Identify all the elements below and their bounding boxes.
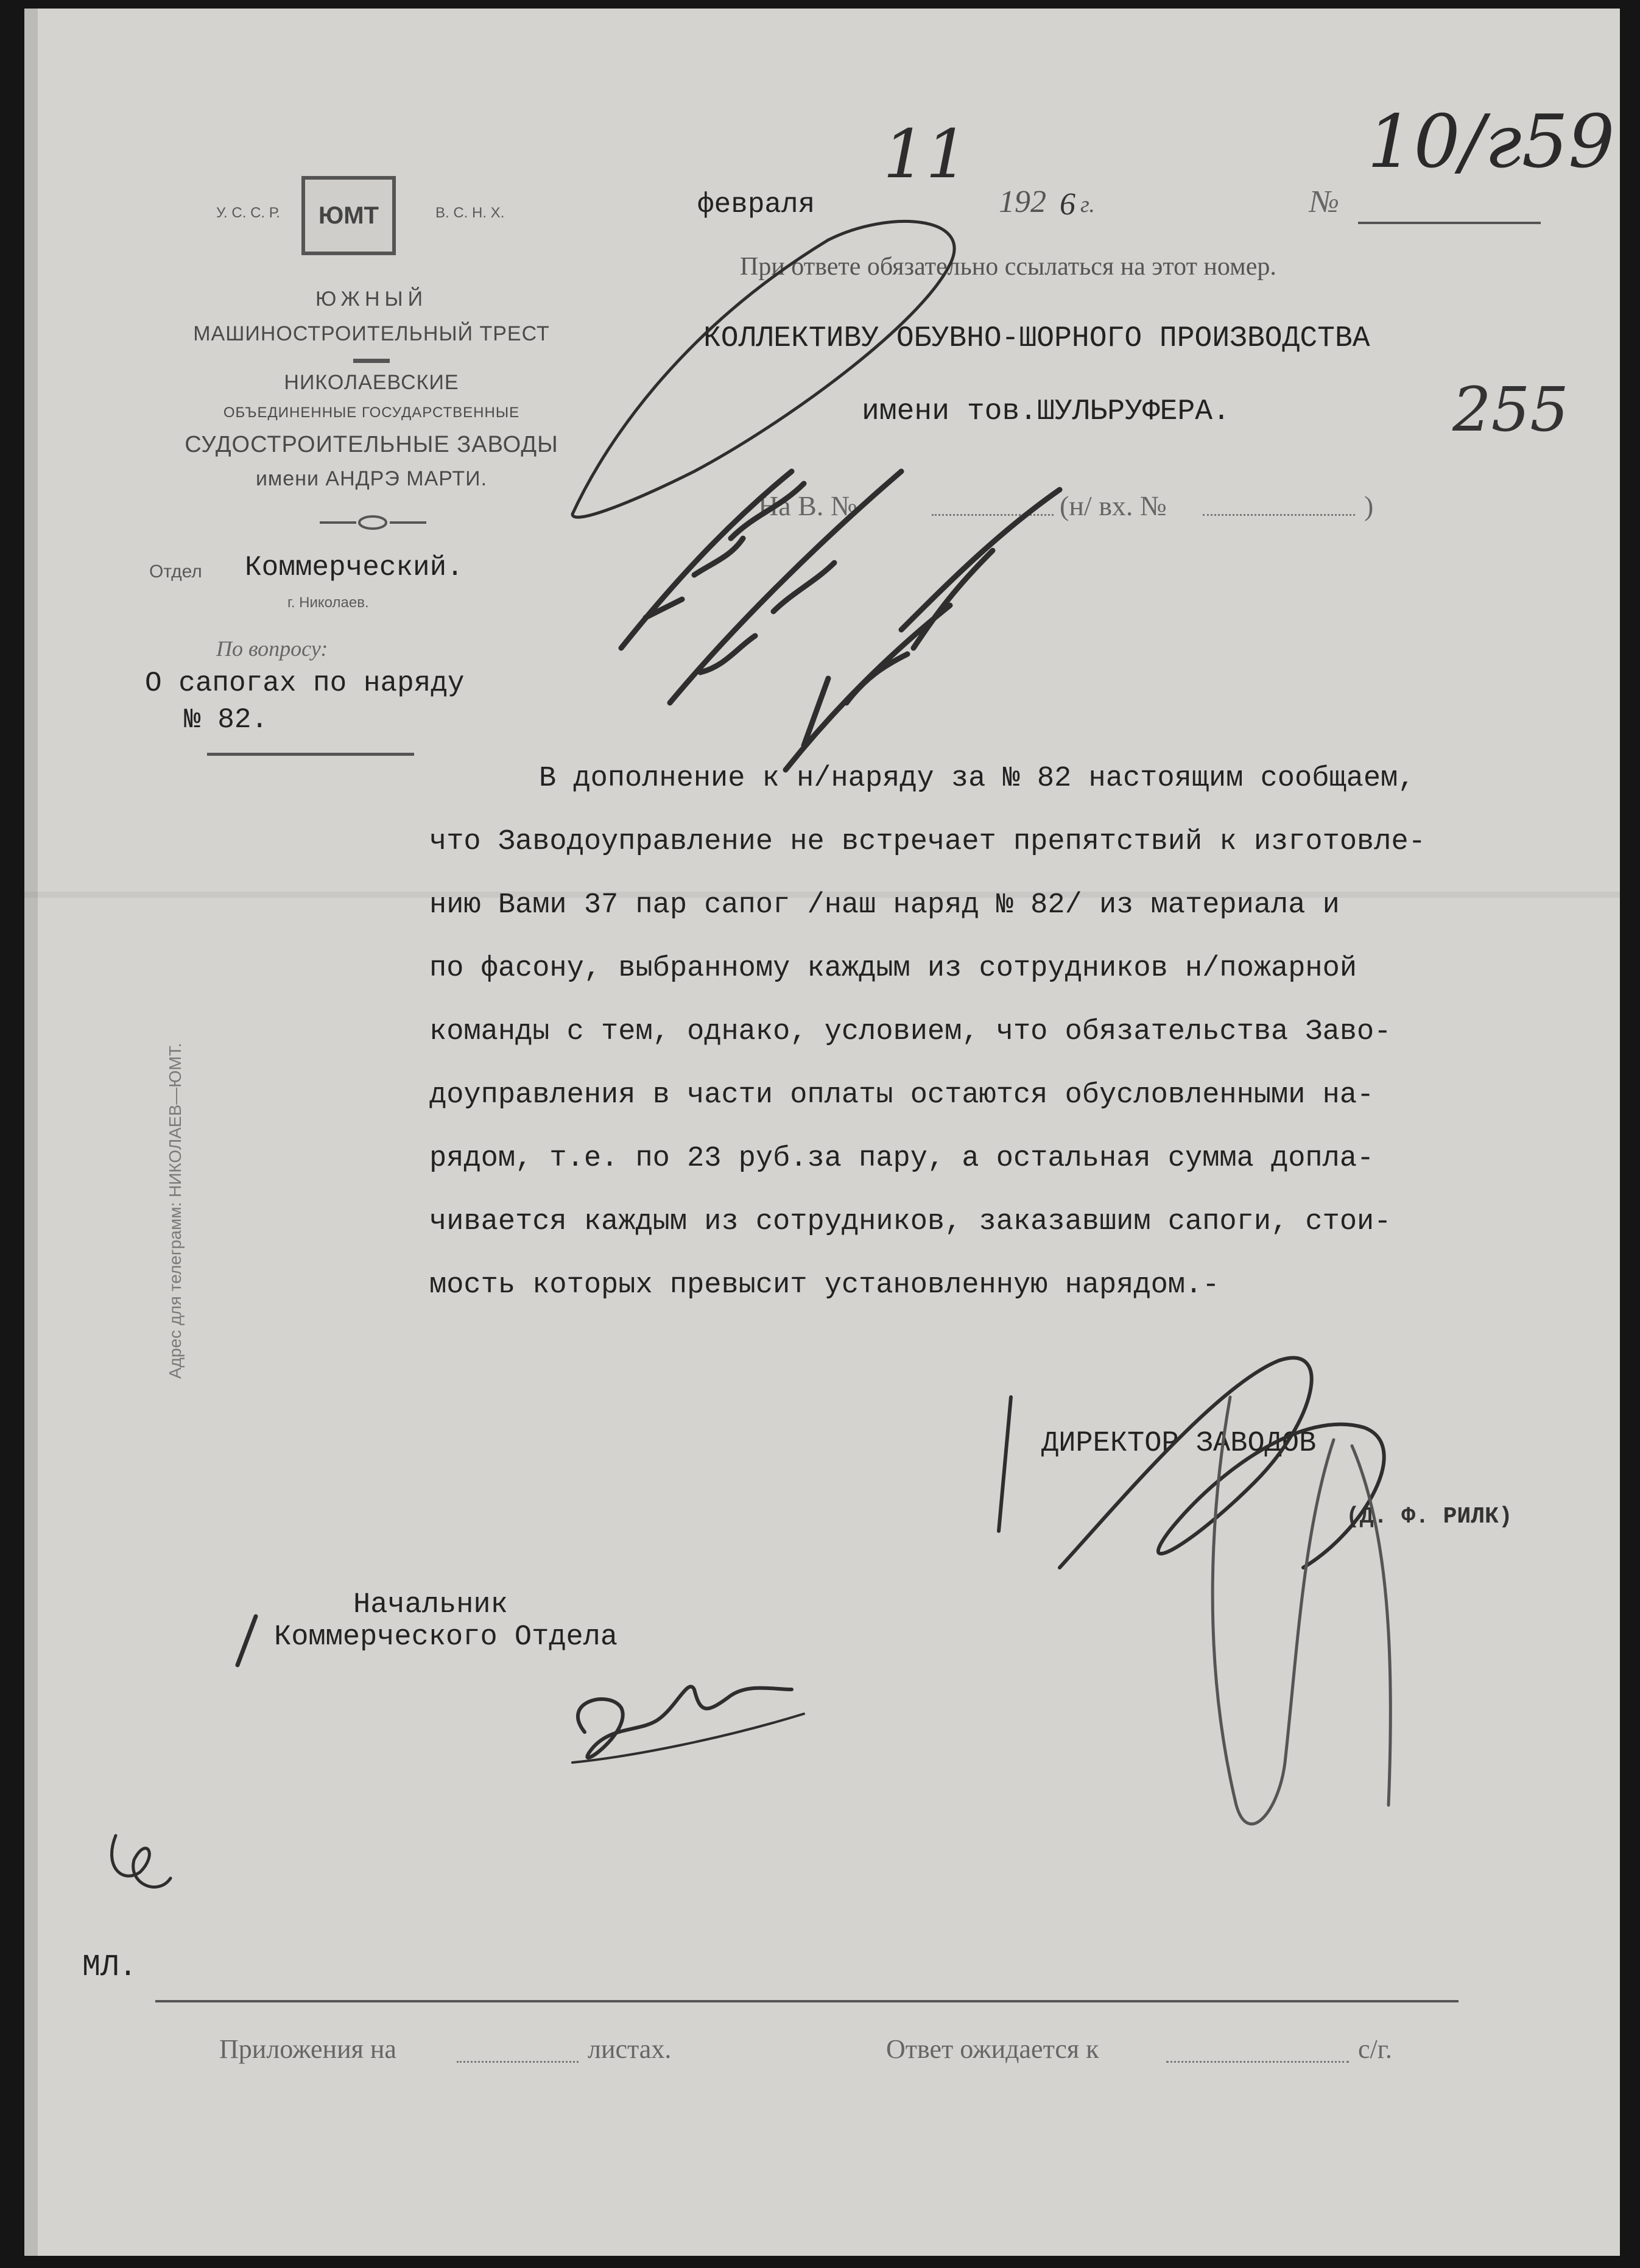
plant-line-4: имени АНДРЭ МАРТИ. [255, 467, 488, 490]
chief-title-line-2: Коммерческого Отдела [274, 1621, 618, 1653]
date-month: февраля [697, 189, 815, 220]
ref-label: На В. № [758, 490, 857, 521]
letter-page [24, 9, 1620, 2256]
reply-note: При ответе обязательно ссылаться на этот номер. [740, 253, 1276, 281]
telegram-address: Адрес для телеграмм: НИКОЛАЕВ—ЮМТ. [166, 1043, 185, 1379]
year-digit: 6 [1060, 187, 1075, 222]
number-underline [1358, 222, 1541, 224]
dept-value: Коммерческий. [245, 552, 463, 583]
incoming-close: ) [1364, 490, 1374, 521]
subject-label: По вопросу: [216, 636, 328, 661]
body-line-1: В дополнение к н/наряду за № 82 настоящим сообщаем, [539, 762, 1415, 795]
ornament-icon [320, 514, 426, 531]
body-line-2: что Заводоуправление не встречает препятствий к изготовле- [429, 826, 1426, 858]
city-label: г. Николаев. [287, 594, 369, 611]
ussr-label: У. С. С. Р. [216, 205, 280, 221]
body-line-3: нию Вами 37 пар сапог /наш наряд № 82/ из материала и [429, 889, 1340, 921]
body-line-5: команды с тем, однако, условием, что обязательства Заво- [429, 1016, 1392, 1048]
addressee-line-2: имени тов.ШУЛЬРУФЕРА. [862, 395, 1230, 428]
year-suffix: г. [1080, 192, 1095, 217]
trust-line-1: ЮЖНЫЙ [315, 287, 428, 311]
body-line-8: чивается каждым из сотрудников, заказавшим сапоги, стои- [429, 1206, 1392, 1238]
trust-line-2: МАШИНОСТРОИТЕЛЬНЫЙ ТРЕСТ [193, 322, 550, 345]
body-line-6: доуправления в части оплаты остаются обусловленными на- [429, 1079, 1374, 1111]
incoming-label: (н/ вх. № [1060, 490, 1167, 521]
reply-expected-suffix: с/г. [1358, 2034, 1392, 2064]
plant-line-2: ОБЪЕДИНЕННЫЕ ГОСУДАРСТВЕННЫЕ [223, 404, 520, 421]
vsnh-label: В. С. Н. Х. [435, 205, 505, 221]
letterhead-divider [353, 359, 390, 363]
subject-line-2: № 82. [184, 704, 269, 736]
director-name: (Д. Ф. РИЛК) [1346, 1504, 1513, 1530]
attachments-label: Приложения на [219, 2034, 396, 2064]
subject-line-1: О сапогах по наряду [145, 667, 465, 699]
footer-rule [155, 2000, 1459, 2002]
trust-logo: ЮМТ [301, 176, 396, 255]
body-line-7: рядом, т.е. по 23 руб.за пару, а остальная сумма допла- [429, 1143, 1374, 1175]
attachments-suffix: листах. [588, 2034, 672, 2064]
number-label: № [1309, 185, 1340, 219]
year-prefix: 192 [999, 185, 1046, 219]
subject-underline [207, 753, 414, 756]
incoming-blank [1203, 514, 1355, 516]
plant-line-1: НИКОЛАЕВСКИЕ [284, 371, 459, 394]
addressee-line-1: КОЛЛЕКТИВУ ОБУВНО-ШОРНОГО ПРОИЗВОДСТВА [703, 322, 1370, 355]
initials: МЛ. [82, 1950, 138, 1985]
dept-label: Отдел [149, 562, 202, 582]
reply-expected-label: Ответ ожидается к [886, 2034, 1099, 2064]
reply-expected-blank [1166, 2061, 1349, 2063]
body-line-9: мость которых превысит установленную нарядом.- [429, 1269, 1220, 1301]
plant-line-3: СУДОСТРОИТЕЛЬНЫЕ ЗАВОДЫ [185, 432, 558, 457]
director-title: ДИРЕКТОР ЗАВОДОВ [1041, 1428, 1317, 1460]
incoming-stamp-number: 255 [1452, 374, 1569, 445]
date-day: 11 [883, 115, 968, 193]
attachments-blank [457, 2061, 579, 2063]
ref-blank [932, 514, 1054, 516]
body-line-4: по фасону, выбранному каждым из сотрудников н/пожарной [429, 953, 1357, 985]
chief-title-line-1: Начальник [353, 1589, 508, 1621]
number-value: 10/г59 [1367, 100, 1615, 185]
